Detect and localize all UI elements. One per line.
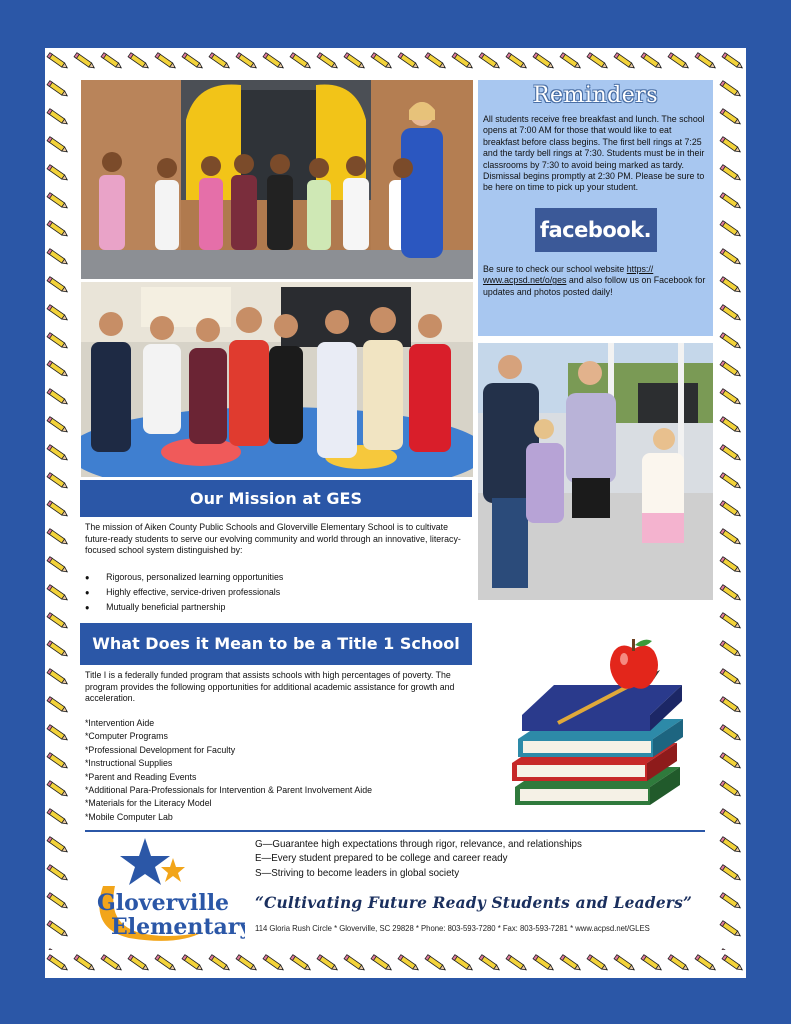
mission-item: ● Highly effective, service-driven professionals (85, 585, 283, 600)
mission-item: ● Rigorous, personalized learning opportunities (85, 570, 283, 585)
mission-title: Our Mission at GES (190, 489, 362, 508)
title1-list (85, 717, 372, 824)
title1-item: *Instructional Supplies (85, 758, 173, 770)
class-photo-hallway-image (81, 80, 473, 279)
website-note-pre: Be sure to check our school website (483, 263, 627, 275)
title1-item: *Parent and Reading Events (85, 771, 197, 783)
reminders-website-note (483, 264, 708, 298)
mission-banner (80, 480, 472, 517)
pencil-border-left-svg (45, 76, 73, 950)
class-photo-classroom (81, 282, 473, 477)
pencil-border-right (718, 76, 746, 950)
title1-item: *Materials for the Literacy Model (85, 798, 212, 810)
title1-item: *Computer Programs (85, 731, 168, 743)
flyer-sheet (45, 48, 746, 978)
title1-body: Title I is a federally funded program that assists schools with high percentages of poverty. The program provides the following opportunities for additional academic assistance for growth and acceleration. (85, 670, 455, 705)
star-icon (85, 836, 245, 944)
mission-body: The mission of Aiken County Public Schools and Gloverville Elementary School is to cultivate future-ready students to serve our evolving community and world through an innovative, literacy-focused school system distinguished by: (85, 522, 461, 557)
facebook-logo[interactable]: facebook. (535, 208, 657, 252)
logo-line1: Gloverville (97, 890, 230, 916)
school-motto: “Cultivating Future Ready Students and Leaders” (255, 894, 693, 912)
books-apple-clipart (510, 635, 686, 810)
title1-item: *Mobile Computer Lab (85, 811, 173, 823)
school-website-link[interactable]: https:// www.acpsd.net/o/ges (483, 263, 654, 287)
ges-g-line: G—Guarantee high expectations through rigor, relevance, and relationships (255, 839, 582, 850)
family-photo-walkway-image (478, 343, 713, 600)
pencil-border-bottom (45, 950, 746, 978)
title1-item: *Intervention Aide (85, 718, 155, 729)
mission-list (85, 570, 283, 616)
mission-item: ● Mutually beneficial partnership (85, 600, 283, 615)
class-photo-classroom-image (81, 282, 473, 477)
ges-e-line: E—Every student prepared to be college and career ready (255, 853, 508, 865)
pencil-border-left (45, 76, 73, 950)
title1-item: *Additional Para-Professionals for Intervention & Parent Involvement Aide (85, 785, 373, 797)
ges-s-line: S—Striving to become leaders in global society (255, 867, 460, 879)
family-photo-walkway (478, 343, 713, 600)
pencil-border-right-svg (718, 76, 746, 950)
reminders-body: All students receive free breakfast and lunch. The school opens at 7:00 AM for those that would like to eat breakfast before class begins. The first bell rings at 7:25 and the tardy bell rings at 7:30. Students must be in their classrooms by 7:30 to avoid being marked as tardy. Dismissal begins promptly at 2:30 PM. Please be sure to be here on time to pick up your student. (483, 114, 705, 194)
reminders-panel (478, 80, 713, 336)
pencil-border-bottom-svg (45, 950, 746, 978)
pencil-border-top (45, 48, 746, 76)
footer-divider (85, 830, 705, 832)
school-address: 114 Gloria Rush Circle * Gloverville, SC 29828 * Phone: 803-593-7280 * Fax: 803-593-7281 * www.acpsd.net/GLES (255, 923, 650, 933)
website-note-post: and also follow us on Facebook for updates and photos posted daily! (483, 275, 706, 298)
title1-banner (80, 623, 472, 665)
reminders-title: Reminders (532, 83, 659, 108)
class-photo-hallway (81, 80, 473, 279)
title1-title: What Does it Mean to be a Title 1 School (92, 634, 460, 653)
logo-line2: Elementary (111, 914, 245, 940)
title1-item: *Professional Development for Faculty (85, 744, 236, 756)
gloverville-logo (85, 836, 245, 944)
apple-icon (604, 635, 664, 695)
ges-acronym (255, 838, 582, 881)
pencil-border-top-svg (45, 48, 746, 76)
flyer-content (80, 80, 710, 946)
